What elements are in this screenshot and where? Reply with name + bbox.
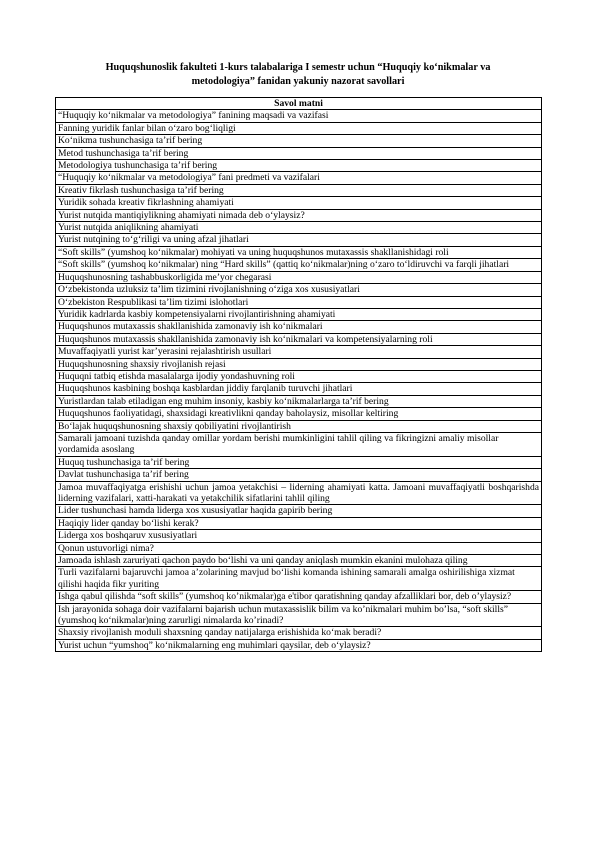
table-row [56,259,542,271]
question-cell: Shaxsiy rivojlanish moduli shaxsning qanday natijalarga erishishida ko‘mak beradi? [56,627,542,639]
question-cell: Ishga qabul qilishda “soft skills” (yumshoq ko’nikmalar)ga e'tibor qaratishning qanday afzalliklari bor, deb o’ylaysiz? [56,591,542,603]
questions-table [55,97,542,652]
table-row [56,346,542,358]
question-cell: Yuristlardan talab etiladigan eng muhim insoniy, kasbiy ko‘nikmalarlarga ta’rif bering [56,395,542,407]
question-cell: Metod tushunchasiga ta’rif bering [56,147,542,159]
question-cell: Turli vazifalarni bajaruvchi jamoa a’zolarining mavjud bo‘lishi komanda ishining samarali amalga oshirilishiga xizmat qilishi haqida fikr yuriting [56,567,542,591]
table-row [56,135,542,147]
table-row [56,110,542,122]
question-cell: Yurist nutqining to‘g‘riligi va uning afzal jihatlari [56,234,542,246]
document-title-line-1: Huquqshunoslik fakulteti 1-kurs talabalariga I semestr uchun “Huquqiy ko‘nikmalar va [105,62,491,73]
table-row [56,530,542,542]
table-row [56,184,542,196]
question-cell: Liderga xos boshqaruv xususiyatlari [56,530,542,542]
question-cell: Yuridik kadrlarda kasbiy kompetensiyalarni rivojlantirishning ahamiyati [56,308,542,320]
question-cell: Huquq tushunchasiga ta’rif bering [56,456,542,468]
table-row [56,122,542,134]
question-cell: O‘zbekistonda uzluksiz ta’lim tizimini rivojlanishning o‘ziga xos xususiyatlari [56,284,542,296]
table-header-cell: Savol matni [56,98,542,110]
question-cell: Qonun ustuvorligi nima? [56,542,542,554]
table-row [56,370,542,382]
question-cell: Bo‘lajak huquqshunosning shaxsiy qobiliyatini rivojlantirish [56,420,542,432]
table-row [56,505,542,517]
question-cell: “Soft skills” (yumshoq ko‘nikmalar) ning “Hard skills” (qattiq ko‘nikmalar)ning o‘zaro to‘ldiruvchi va farqli jihatlari [56,259,542,271]
table-row [56,395,542,407]
question-cell: Haqiqiy lider qanday bo‘lishi kerak? [56,517,542,529]
table-row [56,383,542,395]
question-cell: “Huquqiy ko‘nikmalar va metodologiya” fanining maqsadi va vazifasi [56,110,542,122]
table-row [56,209,542,221]
table-row [56,408,542,420]
table-row [56,639,542,651]
table-row [56,627,542,639]
table-row [56,271,542,283]
question-cell: Ko‘nikma tushunchasiga ta’rif bering [56,135,542,147]
table-row [56,172,542,184]
question-cell: Jamoa muvaffaqiyatga erishishi uchun jamoa yetakchisi – liderning ahamiyati katta. Jamoani muvaffaqiyatli boshqarishda liderning vazifalari, xatti-harakati va yetakchilik sifatlarini tahlil qiling [56,481,542,505]
question-cell: Huquqshunos mutaxassis shakllanishida zamonaviy ish ko‘nikmalari [56,321,542,333]
table-row [56,296,542,308]
table-row [56,358,542,370]
table-row [56,246,542,258]
question-cell: Yurist nutqida aniqlikning ahamiyati [56,222,542,234]
question-cell: Huquqni tatbiq etishda masalalarga ijodiy yondashuvning roli [56,370,542,382]
table-row [56,456,542,468]
table-row [56,284,542,296]
question-cell: Muvaffaqiyatli yurist kar’yerasini rejalashtirish usullari [56,346,542,358]
table-row [56,591,542,603]
question-cell: Samarali jamoani tuzishda qanday omillar yordam berishi mumkinligini tahlil qiling va fikringizni amaliy misollar yordamida asoslang [56,432,542,456]
table-row [56,469,542,481]
table-row [56,481,542,505]
table-row [56,567,542,591]
table-row [56,542,542,554]
question-cell: Huquqshunos kasbining boshqa kasblardan jiddiy farqlanib turuvchi jihatlari [56,383,542,395]
table-row [56,308,542,320]
question-cell: Yuridik sohada kreativ fikrlashning ahamiyati [56,197,542,209]
question-cell: O‘zbekiston Respublikasi ta’lim tizimi islohotlari [56,296,542,308]
table-header-row [56,98,542,110]
table-row [56,432,542,456]
question-cell: Lider tushunchasi hamda liderga xos xususiyatlar haqida gapirib bering [56,505,542,517]
table-row [56,160,542,172]
table-row [56,517,542,529]
question-cell: Metodologiya tushunchasiga ta’rif bering [56,160,542,172]
question-cell: Fanning yuridik fanlar bilan o‘zaro bog‘liqligi [56,122,542,134]
question-cell: Yurist nutqida mantiqiylikning ahamiyati nimada deb o‘ylaysiz? [56,209,542,221]
document-title-line-2: metodologiya” fanidan yakuniy nazorat savollari [191,76,405,87]
question-cell: Huquqshunos mutaxassis shakllanishida zamonaviy ish ko‘nikmalari va kompetensiyalarning roli [56,333,542,345]
question-cell: Yurist uchun “yumshoq” ko‘nikmalarning eng muhimlari qaysilar, deb o‘ylaysiz? [56,639,542,651]
question-cell: “Huquqiy ko‘nikmalar va metodologiya” fani predmeti va vazifalari [56,172,542,184]
question-cell: Kreativ fikrlash tushunchasiga ta’rif bering [56,184,542,196]
question-cell: Huquqshunosning tashabbuskorligida me’yor chegarasi [56,271,542,283]
table-row [56,197,542,209]
question-cell: Ish jarayonida sohaga doir vazifalarni bajarish uchun mutaxassislik bilim va ko’nikmalari muhim bo’lsa, “soft skills” (yumshoq ko‘nikmalar)ning zarurligi nimalarda ko’rinadi? [56,603,542,627]
table-row [56,234,542,246]
table-row [56,321,542,333]
table-row [56,333,542,345]
table-row [56,603,542,627]
table-row [56,555,542,567]
question-cell: Jamoada ishlash zaruriyati qachon paydo bo‘lishi va uni qanday aniqlash mumkin ekanini mulohaza qiling [56,555,542,567]
question-cell: Huquqshunosning shaxsiy rivojlanish rejasi [56,358,542,370]
question-cell: Huquqshunos faoliyatidagi, shaxsidagi kreativlikni qanday baholaysiz, misollar keltiring [56,408,542,420]
document-title [56,61,540,89]
question-cell: Davlat tushunchasiga ta’rif bering [56,469,542,481]
table-row [56,222,542,234]
table-row [56,420,542,432]
question-cell: “Soft skills” (yumshoq ko‘nikmalar) mohiyati va uning huquqshunos mutaxassis shakllanishidagi roli [56,246,542,258]
table-row [56,147,542,159]
